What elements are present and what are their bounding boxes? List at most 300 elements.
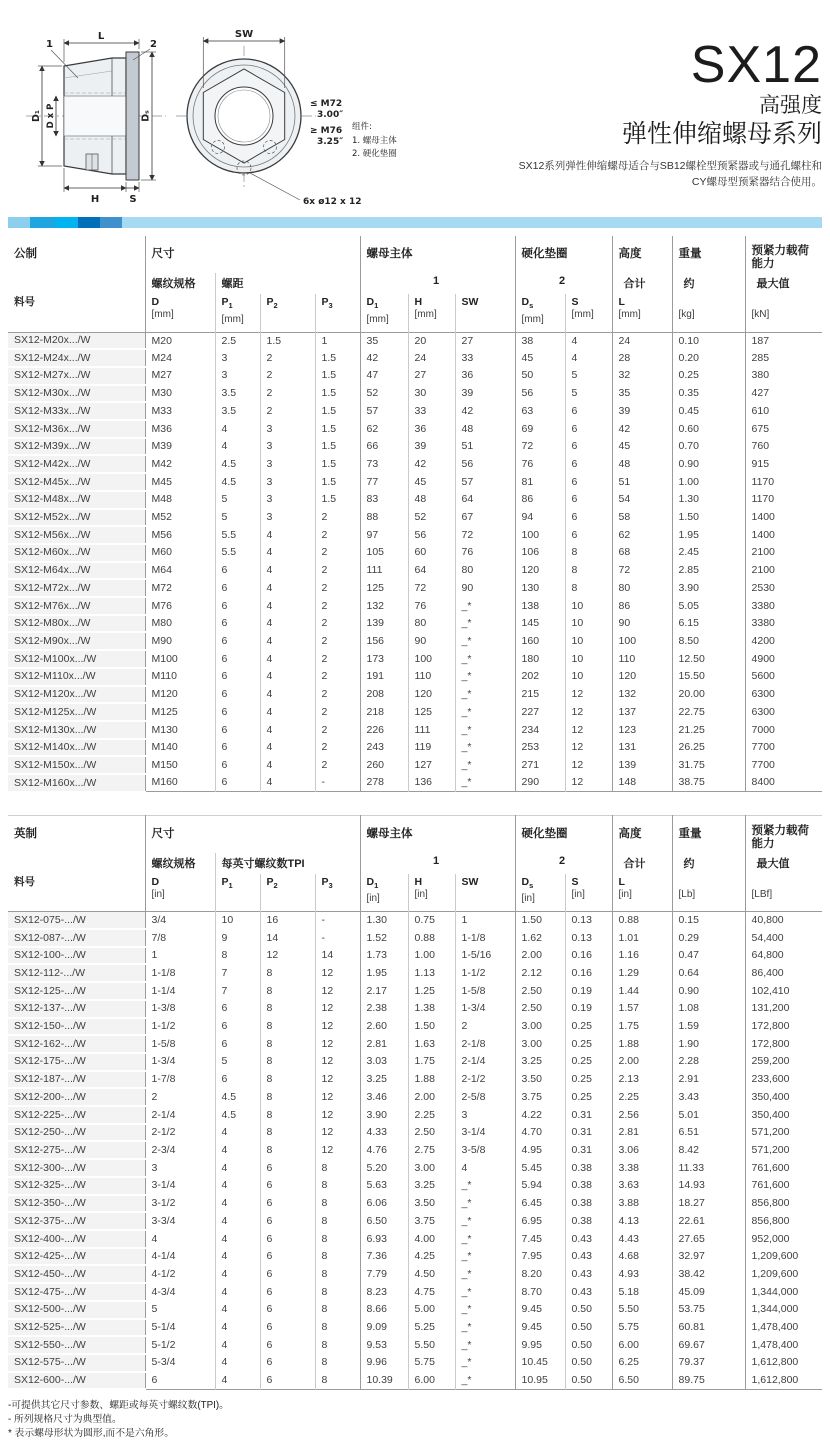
cell: 4 bbox=[215, 1195, 260, 1213]
cell: 1.59 bbox=[672, 1018, 745, 1036]
cell: 1.16 bbox=[612, 947, 672, 965]
cell: 12 bbox=[315, 1000, 360, 1018]
cell: 6 bbox=[215, 739, 260, 757]
cell: 6.15 bbox=[672, 615, 745, 633]
cell: _* bbox=[455, 1230, 515, 1248]
cell: 3.63 bbox=[612, 1177, 672, 1195]
cell: 8 bbox=[260, 1000, 315, 1018]
col-p2: $P_2$ bbox=[260, 874, 315, 912]
cell: 2.00 bbox=[408, 1088, 455, 1106]
table-row bbox=[8, 1000, 822, 1018]
cell: - bbox=[315, 912, 360, 929]
cell: 4 bbox=[455, 1159, 515, 1177]
cell: 5 bbox=[215, 491, 260, 509]
cell: 1.50 bbox=[672, 509, 745, 527]
cell: _* bbox=[455, 1248, 515, 1266]
callout-1-label: 1 bbox=[46, 39, 53, 50]
cell: 105 bbox=[360, 544, 408, 562]
cell: 39 bbox=[455, 385, 515, 403]
cell: 12 bbox=[260, 947, 315, 965]
cell: 8 bbox=[315, 1283, 360, 1301]
cell: 35 bbox=[360, 332, 408, 349]
cell: 0.16 bbox=[565, 947, 612, 965]
cell: 12 bbox=[565, 703, 612, 721]
cell: 5.00 bbox=[408, 1301, 455, 1319]
cell: 139 bbox=[360, 615, 408, 633]
cell: 0.25 bbox=[672, 367, 745, 385]
cell: 24 bbox=[612, 332, 672, 349]
cell: 5 bbox=[565, 385, 612, 403]
cell: 119 bbox=[408, 739, 455, 757]
cell: 1-1/2 bbox=[455, 964, 515, 982]
table-row bbox=[8, 929, 822, 947]
cell: 5.5 bbox=[215, 544, 260, 562]
cell: _* bbox=[455, 1212, 515, 1230]
sub-pitch: 螺距 bbox=[215, 273, 360, 294]
cell: 761,600 bbox=[745, 1177, 822, 1195]
cell: 172,800 bbox=[745, 1035, 822, 1053]
table-row bbox=[8, 473, 822, 491]
cell: 2 bbox=[315, 544, 360, 562]
cell: 3 bbox=[215, 349, 260, 367]
cell: 136 bbox=[408, 774, 455, 792]
cell: 1 bbox=[145, 947, 215, 965]
cell: M90 bbox=[145, 632, 215, 650]
cell: M42 bbox=[145, 455, 215, 473]
cell: 8.23 bbox=[360, 1283, 408, 1301]
footnote-1: -可提供其它尺寸参数、螺距或每英寸螺纹数(TPI)。 bbox=[8, 1400, 229, 1412]
cell: _* bbox=[455, 703, 515, 721]
cell: 7.95 bbox=[515, 1248, 565, 1266]
nut-drawing-svg bbox=[12, 16, 432, 214]
cell: SX12-500-.../W bbox=[8, 1301, 145, 1319]
cell: 6 bbox=[565, 455, 612, 473]
col-d: D [mm] bbox=[145, 294, 215, 332]
cell: 2.28 bbox=[672, 1053, 745, 1071]
title-block bbox=[519, 38, 822, 190]
cell: 760 bbox=[745, 438, 822, 456]
cell: 260 bbox=[360, 756, 408, 774]
cell: _* bbox=[455, 721, 515, 739]
cell: 7/8 bbox=[145, 929, 215, 947]
cell: 8 bbox=[260, 1053, 315, 1071]
sub-total: 合计 bbox=[612, 273, 672, 294]
cell: 97 bbox=[360, 526, 408, 544]
cell: 6.50 bbox=[612, 1372, 672, 1390]
cell: 7700 bbox=[745, 739, 822, 757]
cell: 4 bbox=[215, 1159, 260, 1177]
cell: _* bbox=[455, 1301, 515, 1319]
cell: 7700 bbox=[745, 756, 822, 774]
cell: 1.75 bbox=[408, 1053, 455, 1071]
cell: 9.45 bbox=[515, 1319, 565, 1337]
cell: 8 bbox=[315, 1319, 360, 1337]
cell: 6 bbox=[215, 774, 260, 792]
sub-nut-number: 1 bbox=[360, 853, 515, 874]
cell: 6 bbox=[215, 1018, 260, 1036]
cell: _* bbox=[455, 1283, 515, 1301]
cell: 38.42 bbox=[672, 1265, 745, 1283]
cell: 62 bbox=[612, 526, 672, 544]
cell: 48 bbox=[612, 455, 672, 473]
cell: 350,400 bbox=[745, 1088, 822, 1106]
cell: 0.50 bbox=[565, 1336, 612, 1354]
cell: 5.45 bbox=[515, 1159, 565, 1177]
group-preload: 预紧力载荷能力 bbox=[745, 815, 822, 853]
cell: SX12-600-.../W bbox=[8, 1372, 145, 1390]
cell: SX12-450-.../W bbox=[8, 1265, 145, 1283]
cell: 172,800 bbox=[745, 1018, 822, 1036]
cell: 4.75 bbox=[408, 1283, 455, 1301]
cell: 8 bbox=[260, 1071, 315, 1089]
table-row bbox=[8, 964, 822, 982]
cell: 9.95 bbox=[515, 1336, 565, 1354]
cell: SX12-300-.../W bbox=[8, 1159, 145, 1177]
cell: 4 bbox=[215, 1336, 260, 1354]
cell: 2.00 bbox=[515, 947, 565, 965]
cell: 27 bbox=[455, 332, 515, 349]
cell: 4 bbox=[260, 668, 315, 686]
cell: 14 bbox=[315, 947, 360, 965]
cell: 3.38 bbox=[612, 1159, 672, 1177]
sub-total: 合计 bbox=[612, 853, 672, 874]
cell: 0.43 bbox=[565, 1265, 612, 1283]
cell: 4 bbox=[565, 349, 612, 367]
cell: 1400 bbox=[745, 509, 822, 527]
col-p1: $P_1$ [mm] bbox=[215, 294, 260, 332]
cell: 5.75 bbox=[612, 1319, 672, 1337]
table-row bbox=[8, 579, 822, 597]
cell: 67 bbox=[455, 509, 515, 527]
cell: 4900 bbox=[745, 650, 822, 668]
cell: 6.00 bbox=[612, 1336, 672, 1354]
cell: 1.25 bbox=[408, 982, 455, 1000]
cell: 1400 bbox=[745, 526, 822, 544]
col-partno: 料号 bbox=[14, 876, 35, 889]
cell: _* bbox=[455, 1195, 515, 1213]
cell: 6 bbox=[215, 1000, 260, 1018]
cell: 1-5/16 bbox=[455, 947, 515, 965]
cell: 4 bbox=[215, 1354, 260, 1372]
cell: 1.95 bbox=[360, 964, 408, 982]
cell: 10 bbox=[565, 668, 612, 686]
cell: 6300 bbox=[745, 686, 822, 704]
dim-h-label: H bbox=[90, 194, 100, 205]
page-header bbox=[8, 0, 822, 214]
cell: 3.90 bbox=[360, 1106, 408, 1124]
cell: 6.25 bbox=[612, 1354, 672, 1372]
cell: 2 bbox=[315, 650, 360, 668]
cell: 36 bbox=[455, 367, 515, 385]
cell: 1,612,800 bbox=[745, 1354, 822, 1372]
cell: 253 bbox=[515, 739, 565, 757]
cell: 1.30 bbox=[672, 491, 745, 509]
cell: SX12-M90x.../W bbox=[8, 632, 145, 650]
cell: 42 bbox=[408, 455, 455, 473]
group-height: 高度 bbox=[612, 236, 672, 273]
cell: 7000 bbox=[745, 721, 822, 739]
cell: SX12-150-.../W bbox=[8, 1018, 145, 1036]
cell: 6.95 bbox=[515, 1212, 565, 1230]
cell: 1-7/8 bbox=[145, 1071, 215, 1089]
cell: 132 bbox=[360, 597, 408, 615]
cell: 5.94 bbox=[515, 1177, 565, 1195]
cell: M140 bbox=[145, 739, 215, 757]
cell: 8.20 bbox=[515, 1265, 565, 1283]
cell: 50 bbox=[515, 367, 565, 385]
cell: 125 bbox=[360, 579, 408, 597]
cell: 27 bbox=[408, 367, 455, 385]
cell: 1.50 bbox=[515, 912, 565, 929]
cell: 1-5/8 bbox=[145, 1035, 215, 1053]
cell: 39 bbox=[408, 438, 455, 456]
cell: 111 bbox=[360, 562, 408, 580]
cell: 4 bbox=[260, 686, 315, 704]
cell: SX12-M30x.../W bbox=[8, 385, 145, 403]
cell: 45.09 bbox=[672, 1283, 745, 1301]
size-note-small: ≤ M72 bbox=[310, 99, 343, 109]
cell: 3.46 bbox=[360, 1088, 408, 1106]
cell: 9.09 bbox=[360, 1319, 408, 1337]
technical-drawing bbox=[12, 16, 432, 219]
cell: 2530 bbox=[745, 579, 822, 597]
cell: 285 bbox=[745, 349, 822, 367]
cell: 12 bbox=[315, 1141, 360, 1159]
cell: 42 bbox=[360, 349, 408, 367]
cell: 145 bbox=[515, 615, 565, 633]
cell: 4 bbox=[215, 1177, 260, 1195]
cell: 80 bbox=[455, 562, 515, 580]
cell: 427 bbox=[745, 385, 822, 403]
cell: 56 bbox=[408, 526, 455, 544]
cell: SX12-275-.../W bbox=[8, 1141, 145, 1159]
cell: 4 bbox=[215, 1265, 260, 1283]
cell: 3.03 bbox=[360, 1053, 408, 1071]
table-row bbox=[8, 1212, 822, 1230]
cell: 3.00 bbox=[408, 1159, 455, 1177]
cell: SX12-M130x.../W bbox=[8, 721, 145, 739]
cell: 5.75 bbox=[408, 1354, 455, 1372]
cell: 1.73 bbox=[360, 947, 408, 965]
cell: 8 bbox=[565, 544, 612, 562]
cell: M110 bbox=[145, 668, 215, 686]
cell: 33 bbox=[455, 349, 515, 367]
cell: 47 bbox=[360, 367, 408, 385]
cell: 4 bbox=[260, 703, 315, 721]
cell: SX12-M20x.../W bbox=[8, 332, 145, 349]
cell: 227 bbox=[515, 703, 565, 721]
table-row bbox=[8, 1159, 822, 1177]
cell: 2.17 bbox=[360, 982, 408, 1000]
cell: 4 bbox=[215, 1248, 260, 1266]
cell: 1.5 bbox=[260, 332, 315, 349]
cell: 66 bbox=[360, 438, 408, 456]
cell: 226 bbox=[360, 721, 408, 739]
cell: 5 bbox=[145, 1301, 215, 1319]
cell: 2.25 bbox=[408, 1106, 455, 1124]
cell: _* bbox=[455, 1354, 515, 1372]
cell: 2.91 bbox=[672, 1071, 745, 1089]
cell: 2 bbox=[315, 615, 360, 633]
cell: 0.31 bbox=[565, 1106, 612, 1124]
cell: SX12-M110x.../W bbox=[8, 668, 145, 686]
imperial-header-columns bbox=[8, 874, 822, 912]
cell: SX12-425-.../W bbox=[8, 1248, 145, 1266]
cell: 2 bbox=[315, 579, 360, 597]
cell: 57 bbox=[360, 402, 408, 420]
size-note-large-in: 3.25″ bbox=[317, 137, 344, 147]
cell: 6 bbox=[260, 1248, 315, 1266]
cell: 2.45 bbox=[672, 544, 745, 562]
cell: 38 bbox=[515, 332, 565, 349]
cell: 8 bbox=[315, 1354, 360, 1372]
cell: _* bbox=[455, 1372, 515, 1390]
cell: 10.95 bbox=[515, 1372, 565, 1390]
cell: 52 bbox=[360, 385, 408, 403]
cell: 1.88 bbox=[612, 1035, 672, 1053]
cell: 0.43 bbox=[565, 1230, 612, 1248]
imperial-header-subgroups bbox=[8, 853, 822, 874]
cell: 243 bbox=[360, 739, 408, 757]
cell: _* bbox=[455, 615, 515, 633]
cell: 3 bbox=[145, 1159, 215, 1177]
col-load: [kN] bbox=[745, 294, 822, 332]
cell: 3.50 bbox=[515, 1071, 565, 1089]
cell: 0.35 bbox=[672, 385, 745, 403]
cell: 18.27 bbox=[672, 1195, 745, 1213]
col-p1: $P_1$ bbox=[215, 874, 260, 912]
cell: 131 bbox=[612, 739, 672, 757]
cell: 1,478,400 bbox=[745, 1336, 822, 1354]
table-row bbox=[8, 947, 822, 965]
cell: SX12-M24x.../W bbox=[8, 349, 145, 367]
cell: 100 bbox=[612, 632, 672, 650]
cell: 1.38 bbox=[408, 1000, 455, 1018]
cell: 1.88 bbox=[408, 1071, 455, 1089]
cell: M60 bbox=[145, 544, 215, 562]
cell: 3.00 bbox=[515, 1035, 565, 1053]
cell: 12 bbox=[315, 1071, 360, 1089]
table-row bbox=[8, 385, 822, 403]
cell: 1.08 bbox=[672, 1000, 745, 1018]
cell: 6 bbox=[215, 1035, 260, 1053]
cell: 1,209,600 bbox=[745, 1248, 822, 1266]
cell: 14.93 bbox=[672, 1177, 745, 1195]
cell: 3-1/4 bbox=[145, 1177, 215, 1195]
table-row bbox=[8, 650, 822, 668]
cell: SX12-M45x.../W bbox=[8, 473, 145, 491]
cell: 58 bbox=[612, 509, 672, 527]
cell: M27 bbox=[145, 367, 215, 385]
cell: 234 bbox=[515, 721, 565, 739]
table-row bbox=[8, 668, 822, 686]
description-line-2: CY螺母型预紧器结合使用。 bbox=[691, 176, 822, 189]
group-preload: 预紧力载荷能力 bbox=[745, 236, 822, 273]
cell: 1.44 bbox=[612, 982, 672, 1000]
cell: SX12-M56x.../W bbox=[8, 526, 145, 544]
imperial-table bbox=[8, 815, 822, 1391]
table-row bbox=[8, 982, 822, 1000]
cell: 6300 bbox=[745, 703, 822, 721]
cell: 72 bbox=[408, 579, 455, 597]
cell: 8 bbox=[260, 1106, 315, 1124]
cell: 2 bbox=[260, 349, 315, 367]
cell: 0.16 bbox=[565, 964, 612, 982]
cell: 3 bbox=[260, 455, 315, 473]
table-row bbox=[8, 632, 822, 650]
cell: 4 bbox=[215, 1124, 260, 1142]
cell: 76 bbox=[515, 455, 565, 473]
cell: 0.64 bbox=[672, 964, 745, 982]
cell: 8.50 bbox=[672, 632, 745, 650]
cell: 2 bbox=[260, 367, 315, 385]
cell: 6.06 bbox=[360, 1195, 408, 1213]
cell: 111 bbox=[408, 721, 455, 739]
cell: 32 bbox=[612, 367, 672, 385]
cell: SX12-M39x.../W bbox=[8, 438, 145, 456]
cell: 79.37 bbox=[672, 1354, 745, 1372]
cell: 16 bbox=[260, 912, 315, 929]
col-s: S [in] bbox=[565, 874, 612, 912]
cell: 1170 bbox=[745, 491, 822, 509]
cell: 1-3/4 bbox=[455, 1000, 515, 1018]
cell: SX12-M125x.../W bbox=[8, 703, 145, 721]
cell: 0.13 bbox=[565, 929, 612, 947]
cell: 4.50 bbox=[408, 1265, 455, 1283]
cell: 45 bbox=[408, 473, 455, 491]
cell: 271 bbox=[515, 756, 565, 774]
cell: 6 bbox=[565, 509, 612, 527]
cell: 9 bbox=[215, 929, 260, 947]
cell: SX12-M80x.../W bbox=[8, 615, 145, 633]
cell: SX12-M42x.../W bbox=[8, 455, 145, 473]
cell: 5.01 bbox=[672, 1106, 745, 1124]
cell: 1.90 bbox=[672, 1035, 745, 1053]
cell: 2.38 bbox=[360, 1000, 408, 1018]
cell: 42 bbox=[612, 420, 672, 438]
col-weight: [Lb] bbox=[672, 874, 745, 912]
group-weight: 重量 bbox=[672, 236, 745, 273]
table-row bbox=[8, 526, 822, 544]
cell: 4 bbox=[260, 615, 315, 633]
cell: SX12-350-.../W bbox=[8, 1195, 145, 1213]
cell: SX12-125-.../W bbox=[8, 982, 145, 1000]
cell: 110 bbox=[408, 668, 455, 686]
cell: 6 bbox=[215, 703, 260, 721]
cell: SX12-187-.../W bbox=[8, 1071, 145, 1089]
cell: 1.5 bbox=[315, 420, 360, 438]
cell: 8.42 bbox=[672, 1141, 745, 1159]
cell: 0.13 bbox=[565, 912, 612, 929]
cell: 3-1/2 bbox=[145, 1195, 215, 1213]
cell: 90 bbox=[612, 615, 672, 633]
legend-item-1: 1. 螺母主体 bbox=[352, 136, 397, 146]
cell: 8 bbox=[315, 1248, 360, 1266]
cell: 8 bbox=[315, 1159, 360, 1177]
cell: 3.25 bbox=[515, 1053, 565, 1071]
cell: 22.75 bbox=[672, 703, 745, 721]
group-size: 尺寸 bbox=[145, 236, 360, 273]
cell: M130 bbox=[145, 721, 215, 739]
cell: 7 bbox=[215, 964, 260, 982]
table-row bbox=[8, 597, 822, 615]
cell: 4 bbox=[215, 438, 260, 456]
cell: 0.50 bbox=[565, 1301, 612, 1319]
cell: 6 bbox=[215, 597, 260, 615]
cell: 8 bbox=[315, 1177, 360, 1195]
cell: 12 bbox=[315, 1106, 360, 1124]
cell: 32.97 bbox=[672, 1248, 745, 1266]
